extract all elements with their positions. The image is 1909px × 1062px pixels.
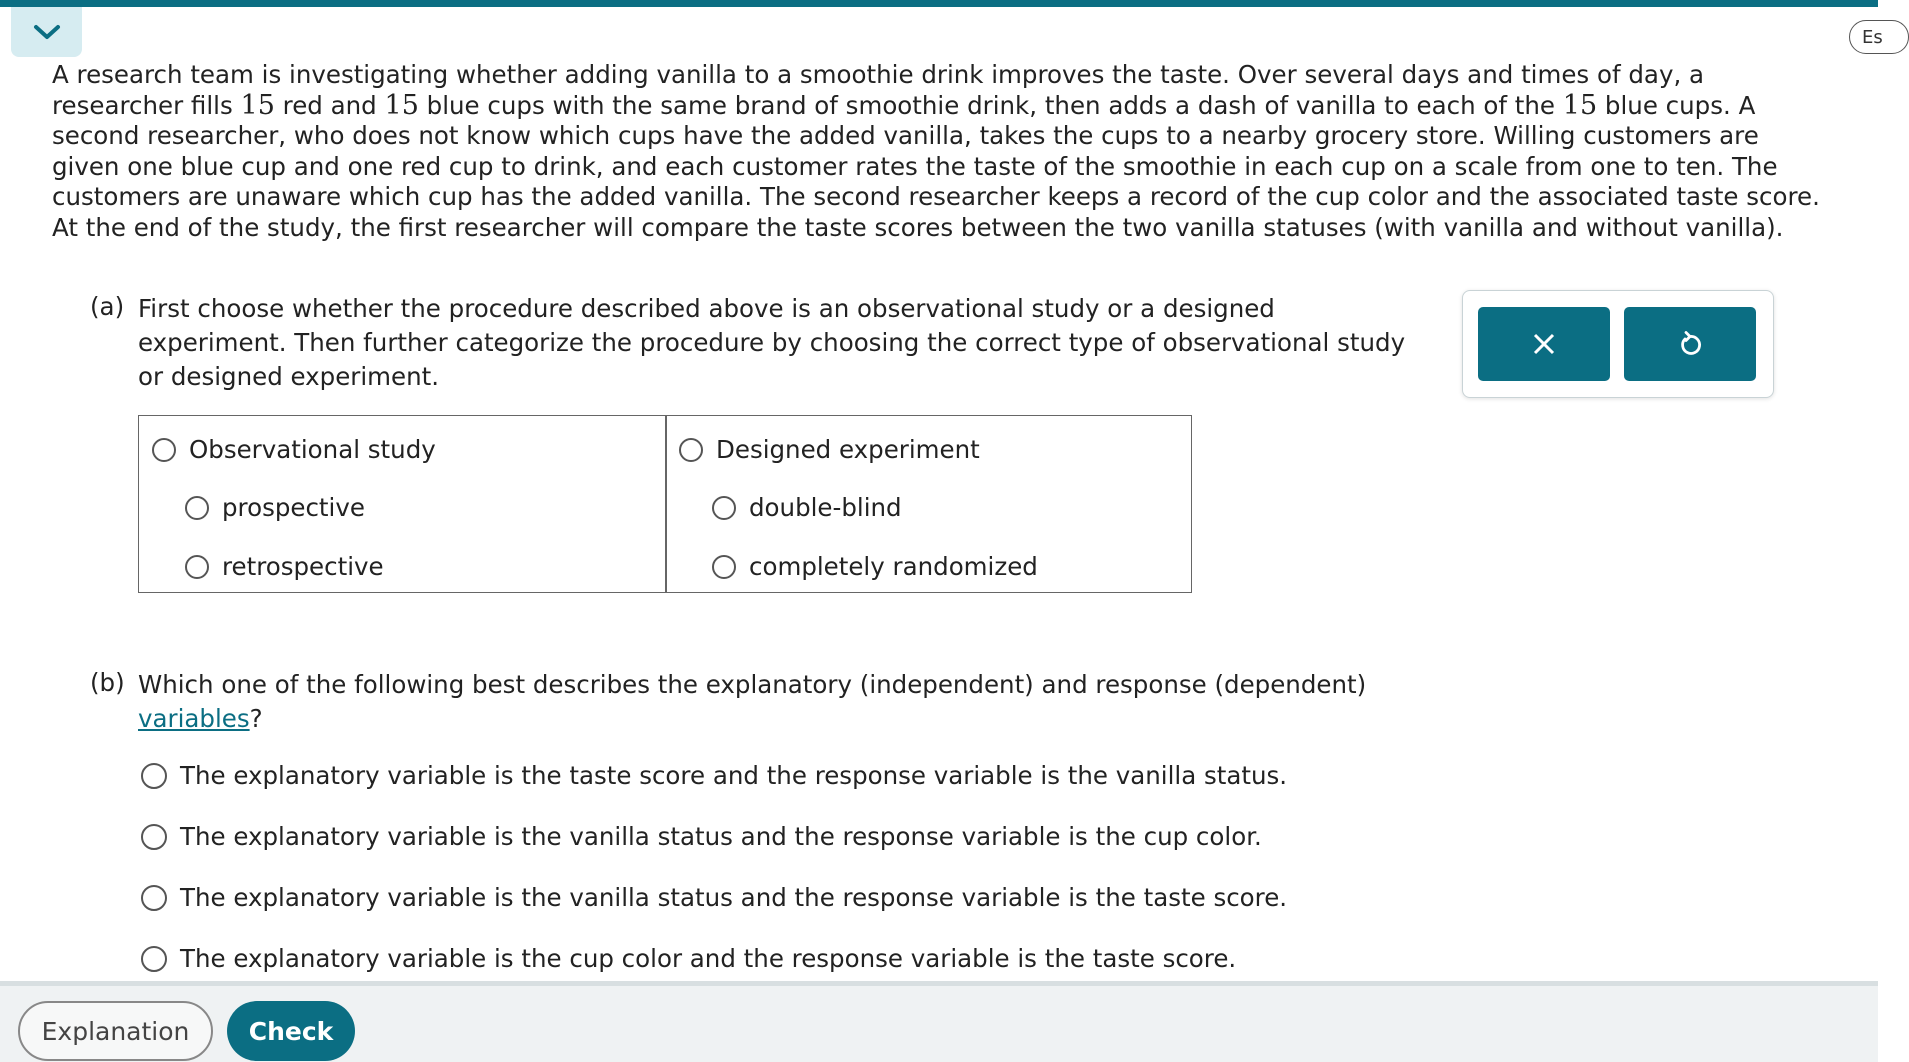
completely-randomized-option[interactable]: completely randomized (712, 552, 1038, 581)
undo-icon (1676, 330, 1704, 358)
part-b-prompt: Which one of the following best describes the explanatory (independent) and response (dependent) variables? (138, 670, 1367, 733)
designed-experiment-option[interactable]: Designed experiment (679, 435, 980, 464)
radio-button[interactable] (141, 946, 167, 972)
radio-button[interactable] (141, 824, 167, 850)
variable-option-4[interactable]: The explanatory variable is the cup color and the response variable is the taste score. (141, 944, 1236, 973)
variables-link[interactable]: variables (138, 704, 250, 733)
undo-button[interactable] (1624, 307, 1756, 381)
problem-passage: A research team is investigating whether adding vanilla to a smoothie drink improves the taste. Over several days and times of day, a researcher fills 15 red and 15 blue cups with the same brand of smoothie drink, then adds a dash of vanilla to each of the 15 blue cups. A second researcher, who does not know which cups have the added vanilla, takes the cups to a nearby grocery store. Willing customers are given one blue cup and one red cup to drink, and each customer rates the taste of the smoothie in each cup on a scale from one to ten. The customers are unaware which cup has the added vanilla. The second researcher keeps a record of the cup color and the associated taste score. At the end of the study, the first researcher will compare the taste scores between the two vanilla statuses (with vanilla and without vanilla). (52, 60, 1820, 242)
radio-button[interactable] (185, 496, 209, 520)
variable-option-1[interactable]: The explanatory variable is the taste score and the response variable is the vanilla status. (141, 761, 1287, 790)
radio-button[interactable] (141, 763, 167, 789)
variable-option-2[interactable]: The explanatory variable is the vanilla status and the response variable is the cup color. (141, 822, 1262, 851)
prospective-option[interactable]: prospective (185, 493, 365, 522)
radio-button[interactable] (712, 555, 736, 579)
clear-answer-button[interactable] (1478, 307, 1610, 381)
radio-button[interactable] (185, 555, 209, 579)
observational-study-option[interactable]: Observational study (152, 435, 436, 464)
radio-button[interactable] (152, 438, 176, 462)
radio-button[interactable] (679, 438, 703, 462)
part-a-label: (a) (90, 292, 125, 321)
retrospective-option[interactable]: retrospective (185, 552, 384, 581)
study-type-choice-table (138, 415, 1192, 593)
part-b-label: (b) (90, 668, 125, 697)
spanish-language-button[interactable]: Es (1849, 20, 1909, 54)
radio-button[interactable] (712, 496, 736, 520)
check-button[interactable]: Check (227, 1001, 355, 1061)
variable-option-3[interactable]: The explanatory variable is the vanilla status and the response variable is the taste score. (141, 883, 1287, 912)
part-a-prompt: First choose whether the procedure described above is an observational study or a designed experiment. Then further categorize the procedure by choosing the correct type of observational study or designed experiment. (138, 294, 1406, 391)
table-divider (665, 416, 667, 592)
answer-actions-panel (1462, 290, 1774, 398)
top-accent-bar (0, 0, 1878, 7)
explanation-button[interactable]: Explanation (18, 1001, 213, 1061)
close-icon (1531, 331, 1557, 357)
chevron-down-icon (32, 22, 62, 42)
double-blind-option[interactable]: double-blind (712, 493, 902, 522)
collapse-button[interactable] (11, 7, 82, 57)
radio-button[interactable] (141, 885, 167, 911)
